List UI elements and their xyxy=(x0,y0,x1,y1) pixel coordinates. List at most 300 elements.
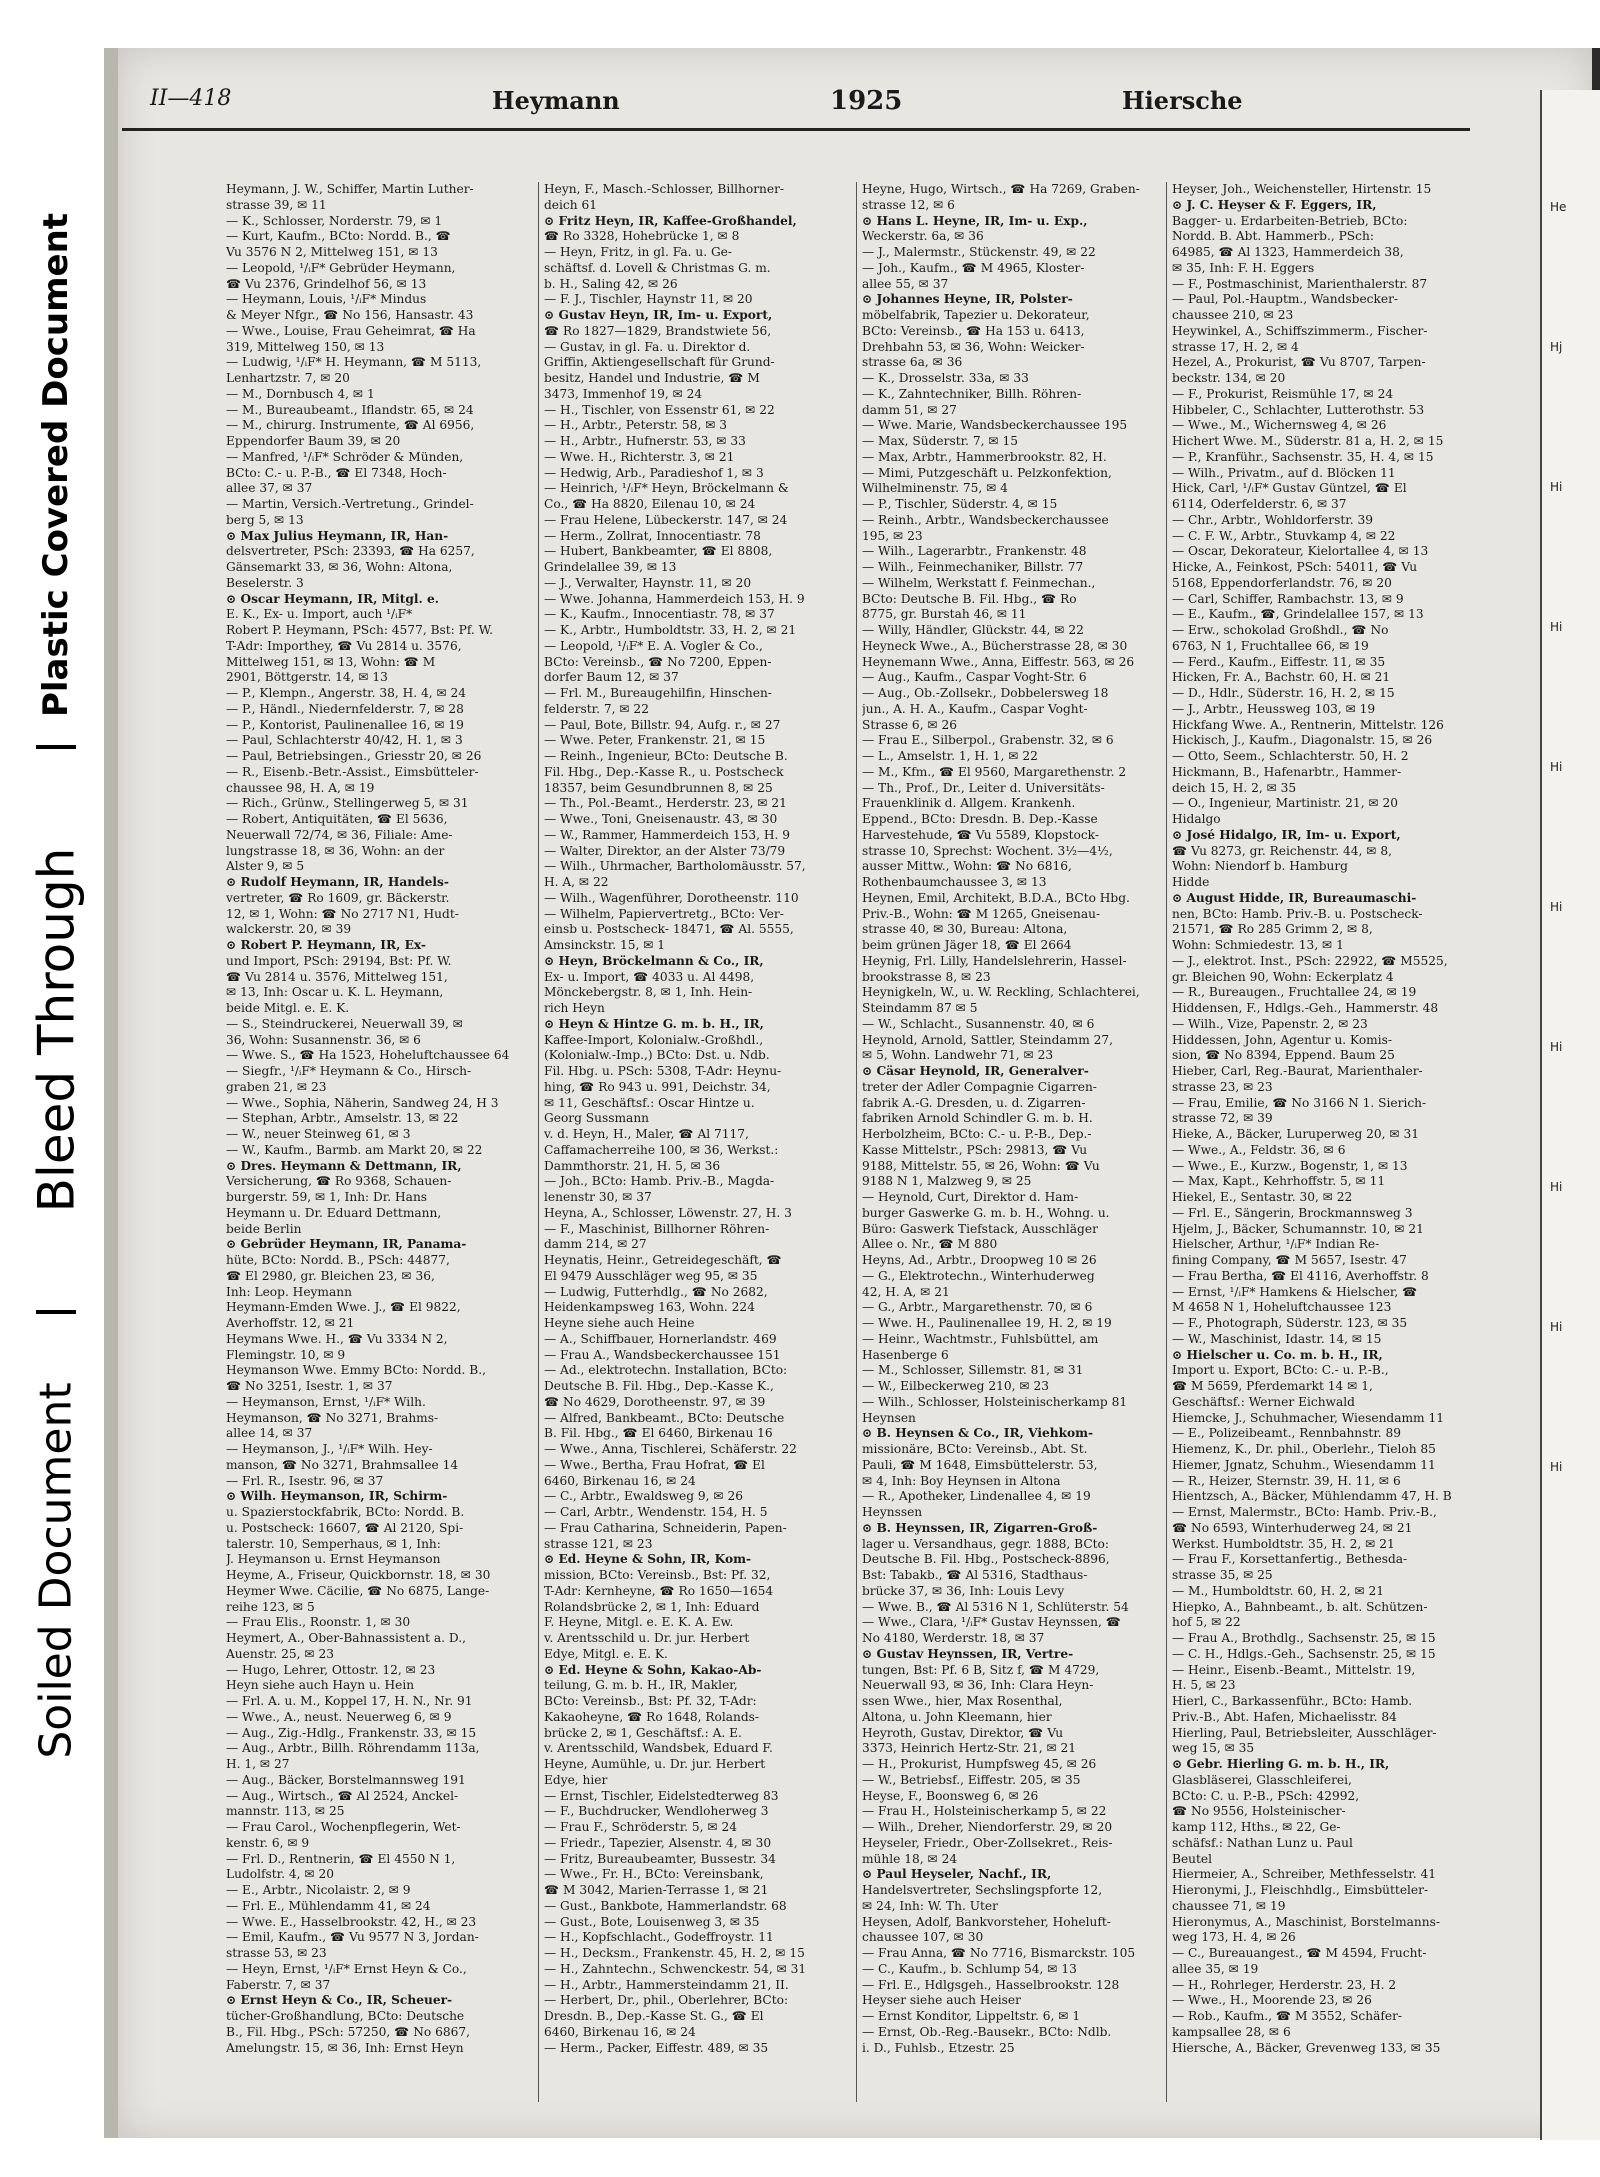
directory-line: — R., Heizer, Sternstr. 39, H. 11, ✉ 6 xyxy=(1172,1473,1401,1488)
directory-line: ⊙ Heyn, Bröckelmann & Co., IR, xyxy=(544,953,764,968)
directory-line: hing, ☎ Ro 943 u. 991, Deichstr. 34, xyxy=(544,1079,771,1094)
directory-line: 9188 N 1, Malzweg 9, ✉ 25 xyxy=(862,1174,1032,1189)
directory-line: Fil. Hbg. u. PSch: 5308, T-Adr: Heynu- xyxy=(544,1064,782,1078)
directory-line: — M., Humboldtstr. 60, H. 2, ✉ 21 xyxy=(1172,1583,1385,1598)
directory-line: — Frl. E., Hdlgsgeh., Hasselbrookstr. 128 xyxy=(862,1977,1120,1992)
directory-line: Kasse Mittelstr., PSch: 29813, ☎ Vu xyxy=(862,1142,1088,1157)
directory-line: — J., Arbtr., Heussweg 103, ✉ 19 xyxy=(1172,701,1376,716)
directory-line: Eppend., BCto: Dresdn. B. Dep.-Kasse xyxy=(862,812,1098,826)
directory-line: i. D., Fuhlsb., Etzestr. 25 xyxy=(862,2040,1015,2055)
directory-line: Hientzsch, A., Bäcker, Mühlendamm 47, H. B xyxy=(1172,1489,1452,1504)
directory-line: Heyseler, Friedr., Ober-Zollsekret., Reis- xyxy=(862,1835,1113,1850)
directory-line: ⊙ J. C. Heyser & F. Eggers, IR, xyxy=(1172,197,1377,212)
directory-line: — Wilh., Dreher, Niendorferstr. 29, ✉ 20 xyxy=(862,1820,1113,1834)
directory-line: gr. Bleichen 90, Wohn: Eckerplatz 4 xyxy=(1172,969,1394,984)
directory-line: — Gustav, in gl. Fa. u. Direktor d. xyxy=(544,339,751,354)
directory-line: ⊙ Ed. Heyne & Sohn, Kakao-Ab- xyxy=(544,1662,762,1677)
directory-line: — Wilh., Wagenführer, Dorotheenstr. 110 xyxy=(544,890,799,905)
directory-line: — Emil, Kaufm., ☎ Vu 9577 N 3, Jordan- xyxy=(226,1930,479,1945)
directory-line: Heysen, Adolf, Bankvorsteher, Hoheluft- xyxy=(862,1914,1111,1929)
directory-line: hüte, BCto: Nordd. B., PSch: 44877, xyxy=(226,1253,450,1267)
directory-line: chaussee 107, ✉ 30 xyxy=(862,1930,984,1945)
directory-line: 9188, Mittelstr. 55, ✉ 26, Wohn: ☎ Vu xyxy=(862,1158,1100,1173)
directory-line: — K., Zahntechniker, Billh. Röhren- xyxy=(862,386,1082,401)
directory-line: felderstr. 7, ✉ 22 xyxy=(544,701,649,716)
directory-line: teilung, G. m. b. H., IR, Makler, xyxy=(544,1678,738,1693)
directory-line: — Rich., Grünw., Stellingerweg 5, ✉ 31 xyxy=(226,796,469,811)
directory-line: ⊙ Paul Heyseler, Nachf., IR, xyxy=(862,1867,1052,1882)
directory-line: — Herbert, Dr., phil., Oberlehrer, BCto: xyxy=(544,1993,789,2008)
directory-line: — L., Amselstr. 1, H. 1, ✉ 22 xyxy=(862,749,1038,763)
directory-line: weg 15, ✉ 35 xyxy=(1172,1741,1255,1756)
directory-line: — Wwe. Peter, Frankenstr. 21, ✉ 15 xyxy=(544,733,766,748)
directory-line: Allee o. Nr., ☎ M 880 xyxy=(862,1237,998,1252)
directory-line: — Wwe. H., Paulinenallee 19, H. 2, ✉ 19 xyxy=(862,1316,1112,1330)
directory-line: besitz, Handel und Industrie, ☎ M xyxy=(544,371,760,385)
label-plastic-covered-document: Plastic Covered Document xyxy=(36,212,77,718)
directory-line: strasse 12, ✉ 6 xyxy=(862,197,955,212)
directory-line: Dresdn. B., Dep.-Kasse St. G., ☎ El xyxy=(544,2009,764,2023)
directory-line: — Wilhelm, Werkstatt f. Feinmechan., xyxy=(862,575,1096,590)
directory-line: J. Heymanson u. Ernst Heymanson xyxy=(226,1552,441,1567)
directory-line: — Manfred, ¹/ᵢF* Schröder & Münden, xyxy=(226,449,464,464)
directory-line: Georg Sussmann xyxy=(544,1111,650,1126)
directory-line: — Hugo, Lehrer, Ottostr. 12, ✉ 23 xyxy=(226,1662,436,1677)
directory-line: Caffamacherreihe 100, ✉ 36, Werkst.: xyxy=(544,1142,779,1157)
directory-line: — Wwe., A., Feldstr. 36, ✉ 6 xyxy=(1172,1142,1346,1157)
directory-line: Dammthorstr. 21, H. 5, ✉ 36 xyxy=(544,1158,721,1173)
margin-fragment: Hi xyxy=(1550,1040,1563,1054)
header-first-name: Heymann xyxy=(492,86,620,115)
directory-line: Hicken, Fr. A., Bachstr. 60, H. ✉ 21 xyxy=(1172,670,1391,685)
directory-line: — Frl. R., Isestr. 96, ✉ 37 xyxy=(226,1473,384,1488)
directory-line: ⊙ Rudolf Heymann, IR, Handels- xyxy=(226,875,449,889)
directory-line: Heymann, J. W., Schiffer, Martin Luther- xyxy=(226,182,474,196)
directory-line: — G., Elektrotechn., Winterhuderweg xyxy=(862,1268,1095,1283)
directory-line: ✉ 4, Inh: Boy Heynsen in Altona xyxy=(862,1473,1061,1488)
directory-line: Heyne, Aumühle, u. Dr. jur. Herbert xyxy=(544,1757,766,1771)
directory-line: Heyme, A., Friseur, Quickbornstr. 18, ✉ 30 xyxy=(226,1568,491,1582)
directory-line: — Wwe., H., Moorende 23, ✉ 26 xyxy=(1172,1993,1372,2008)
directory-line: Kaffee-Import, Kolonialw.-Großhdl., xyxy=(544,1032,764,1047)
directory-line: — W., Rammer, Hammerdeich 153, H. 9 xyxy=(544,827,791,842)
directory-line: ⊙ Ed. Heyne & Sohn, IR, Kom- xyxy=(544,1552,752,1567)
directory-line: — Frl. E., Sängerin, Brockmannsweg 3 xyxy=(1172,1205,1413,1220)
directory-line: Edye, Mitgl. e. E. K. xyxy=(544,1646,668,1661)
directory-line: — Heyn, Ernst, ¹/ᵢF* Ernst Heyn & Co., xyxy=(226,1961,467,1976)
directory-line: — J., Malermstr., Stückenstr. 49, ✉ 22 xyxy=(862,245,1096,259)
directory-line: allee 35, ✉ 19 xyxy=(1172,1961,1259,1976)
directory-line: ☎ No 3251, Isestr. 1, ✉ 37 xyxy=(226,1379,393,1393)
directory-line: — Carl, Schiffer, Rambachstr. 13, ✉ 9 xyxy=(1172,591,1404,606)
directory-line: nen, BCto: Hamb. Priv.-B. u. Postscheck- xyxy=(1172,906,1423,921)
directory-line: — Frl. A. u. M., Koppel 17, H. N., Nr. 91 xyxy=(226,1694,473,1708)
directory-line: lungstrasse 18, ✉ 36, Wohn: an der xyxy=(226,843,445,858)
directory-line: Hibbeler, C., Schlachter, Lutterothstr. 53 xyxy=(1172,402,1425,417)
directory-line: — Th., Prof., Dr., Leiter d. Universitäts- xyxy=(862,780,1105,795)
directory-line: — Frau E., Silberpol., Grabenstr. 32, ✉ 6 xyxy=(862,733,1114,748)
page-header xyxy=(122,82,1470,131)
directory-line: ⊙ August Hidde, IR, Bureaumaschi- xyxy=(1172,890,1417,905)
directory-line: Priv.-B., Abt. Hafen, Michaelisstr. 84 xyxy=(1172,1709,1397,1724)
directory-line: Hiemer, Jgnatz, Schuhm., Wiesendamm 11 xyxy=(1172,1457,1436,1472)
directory-line: — Heyn, Fritz, in gl. Fa. u. Ge- xyxy=(544,245,733,259)
directory-line: mission, BCto: Vereinsb., Bst: Pf. 32, xyxy=(544,1568,771,1582)
directory-line: — H., Arbtr., Hammersteindamm 21, II. xyxy=(544,1977,789,1992)
directory-line: ✉ 24, Inh: W. Th. Uter xyxy=(862,1898,998,1913)
directory-line: Hieronymus, A., Maschinist, Borstelmanns- xyxy=(1172,1914,1440,1929)
directory-line: ☎ No 4629, Dorotheenstr. 97, ✉ 39 xyxy=(544,1394,766,1409)
directory-line: Werkst. Humboldtstr. 35, H. 2, ✉ 21 xyxy=(1172,1536,1395,1551)
directory-line: — Wwe., Louise, Frau Geheimrat, ☎ Ha xyxy=(226,323,476,338)
directory-line: Drehbahn 53, ✉ 36, Wohn: Weicker- xyxy=(862,339,1085,354)
directory-line: lenenstr 30, ✉ 37 xyxy=(544,1190,652,1204)
directory-line: — Heymanson, J., ¹/ᵢF* Wilh. Hey- xyxy=(226,1442,433,1456)
directory-line: — Wwe. B., ☎ Al 5316 N 1, Schlüterstr. 54 xyxy=(862,1599,1129,1614)
directory-line: — Ernst, Malermstr., BCto: Hamb. Priv.-B., xyxy=(1172,1505,1437,1519)
directory-line: — Kurt, Kaufm., BCto: Nordd. B., ☎ xyxy=(226,229,451,244)
directory-line: — P., Klempn., Angerstr. 38, H. 4, ✉ 24 xyxy=(226,686,467,700)
directory-line: 6114, Oderfelderstr. 6, ✉ 37 xyxy=(1172,497,1347,511)
directory-line: Edye, hier xyxy=(544,1772,608,1787)
directory-line: mühle 18, ✉ 24 xyxy=(862,1851,958,1866)
directory-line: graben 21, ✉ 23 xyxy=(226,1079,327,1094)
directory-line: Hichert Wwe. M., Süderstr. 81 a, H. 2, ✉ 15 xyxy=(1172,434,1444,448)
margin-fragment: Hi xyxy=(1550,760,1563,774)
directory-line: — Ernst, ¹/ᵢF* Hamkens & Hielscher, ☎ xyxy=(1172,1284,1418,1299)
directory-line: — F., Postmaschinist, Marienthalerstr. 87 xyxy=(1172,276,1428,291)
directory-line: Alster 9, ✉ 5 xyxy=(226,859,305,874)
directory-line: — Joh., Kaufm., ☎ M 4965, Kloster- xyxy=(862,260,1085,275)
directory-line: — Alfred, Bankbeamt., BCto: Deutsche xyxy=(544,1410,785,1425)
directory-line: — Max, Süderstr. 7, ✉ 15 xyxy=(862,434,1018,448)
directory-line: — Frau Carol., Wochenpflegerin, Wet- xyxy=(226,1820,461,1834)
directory-line: 21571, ☎ Ro 285 Grimm 2, ✉ 8, xyxy=(1172,922,1373,937)
directory-line: — Paul, Schlachterstr 40/42, H. 1, ✉ 3 xyxy=(226,733,463,748)
directory-line: — Ad., elektrotechn. Installation, BCto: xyxy=(544,1363,788,1378)
directory-line: — Reinh., Arbtr., Wandsbeckerchaussee xyxy=(862,512,1109,527)
directory-line: — H., Kopfschlacht., Godeffroystr. 11 xyxy=(544,1930,774,1945)
directory-line: Heyroth, Gustav, Direktor, ☎ Vu xyxy=(862,1725,1064,1740)
directory-line: jun., A. H. A., Kaufm., Caspar Voght- xyxy=(862,701,1088,716)
directory-line: einsb u. Postscheck- 18471, ☎ Al. 5555, xyxy=(544,922,794,937)
directory-line: — Mimi, Putzgeschäft u. Pelzkonfektion, xyxy=(862,465,1112,480)
label-separator xyxy=(36,1310,76,1314)
directory-line: Rothenbaumchaussee 3, ✉ 13 xyxy=(862,875,1047,889)
directory-line: ☎ Vu 8273, gr. Reichenstr. 44, ✉ 8, xyxy=(1172,843,1392,858)
directory-line: — G., Arbtr., Margarethenstr. 70, ✉ 6 xyxy=(862,1300,1093,1315)
directory-line: F. Heyne, Mitgl. e. E. K. A. Ew. xyxy=(544,1615,734,1630)
directory-line: — Frl. D., Rentnerin, ☎ El 4550 N 1, xyxy=(226,1851,456,1866)
directory-line: — H., Prokurist, Humpfsweg 45, ✉ 26 xyxy=(862,1757,1097,1771)
directory-line: — M., chirurg. Instrumente, ☎ Al 6956, xyxy=(226,418,475,433)
directory-line: möbelfabrik, Tapezier u. Dekorateur, xyxy=(862,308,1090,322)
directory-line: — Aug., Kaufm., Caspar Voght-Str. 6 xyxy=(862,670,1087,685)
directory-line: strasse 40, ✉ 30, Bureau: Altona, xyxy=(862,922,1068,937)
directory-line: fabrik A.-G. Dresden, u. d. Zigarren- xyxy=(862,1095,1086,1110)
directory-line: Harvestehude, ☎ Vu 5589, Klopstock- xyxy=(862,827,1099,842)
margin-fragment: Hi xyxy=(1550,1180,1563,1194)
directory-line: b. H., Saling 42, ✉ 26 xyxy=(544,276,678,291)
directory-line: Heymans Wwe. H., ☎ Vu 3334 N 2, xyxy=(226,1331,448,1346)
directory-line: Hiemenz, K., Dr. phil., Oberlehr., Tieloh 85 xyxy=(1172,1442,1436,1456)
directory-line: — Hubert, Bankbeamter, ☎ El 8808, xyxy=(544,544,773,559)
directory-line: Heynsen xyxy=(862,1410,916,1425)
directory-line: Ex- u. Import, ☎ 4033 u. Al 4498, xyxy=(544,969,755,984)
directory-line: Heymer Wwe. Cäcilie, ☎ No 6875, Lange- xyxy=(226,1583,490,1598)
directory-line: — W., Betriebsf., Eiffestr. 205, ✉ 35 xyxy=(862,1772,1081,1787)
directory-line: treter der Adler Compagnie Cigarren- xyxy=(862,1079,1097,1094)
directory-line: — Oscar, Dekorateur, Kielortallee 4, ✉ 13 xyxy=(1172,544,1429,559)
directory-line: ⊙ B. Heynssen, IR, Zigarren-Groß- xyxy=(862,1520,1098,1535)
directory-line: 18357, beim Gesundbrunnen 8, ✉ 25 xyxy=(544,780,773,795)
directory-line: — R., Bureaugen., Fruchtallee 24, ✉ 19 xyxy=(1172,985,1417,1000)
header-year: 1925 xyxy=(830,86,903,116)
directory-line: 12, ✉ 1, Wohn: ☎ No 2717 N1, Hudt- xyxy=(226,906,459,921)
directory-line: — M., Schlosser, Sillemstr. 81, ✉ 31 xyxy=(862,1363,1084,1378)
directory-line: und Import, PSch: 29194, Bst: Pf. W. xyxy=(226,953,452,968)
directory-line: — K., Arbtr., Humboldtstr. 33, H. 2, ✉ 21 xyxy=(544,623,797,637)
directory-line: ✉ 35, Inh: F. H. Eggers xyxy=(1172,260,1315,275)
directory-line: Heynold, Arnold, Sattler, Steindamm 27, xyxy=(862,1032,1114,1047)
directory-line: El 9479 Ausschläger weg 95, ✉ 35 xyxy=(544,1268,758,1283)
directory-line: H. 5, ✉ 23 xyxy=(1172,1678,1236,1693)
directory-line: ⊙ Fritz Heyn, IR, Kaffee-Großhandel, xyxy=(544,213,797,228)
directory-line: B. Fil. Hbg., ☎ El 6460, Birkenau 16 xyxy=(544,1426,773,1441)
directory-line: damm 51, ✉ 27 xyxy=(862,402,957,417)
directory-line: — Carl, Arbtr., Wendenstr. 154, H. 5 xyxy=(544,1505,768,1519)
directory-line: ⊙ Ernst Heyn & Co., IR, Scheuer- xyxy=(226,1993,453,2008)
directory-line: — Heynold, Curt, Direktor d. Ham- xyxy=(862,1190,1079,1204)
directory-line: B., Fil. Hbg., PSch: 57250, ☎ No 6867, xyxy=(226,2024,470,2039)
directory-columns xyxy=(226,182,1498,2142)
directory-line: Heyse, F., Boonsweg 6, ✉ 26 xyxy=(862,1788,1039,1803)
directory-line: Hieke, A., Bäcker, Luruperweg 20, ✉ 31 xyxy=(1172,1127,1420,1141)
directory-line: — Wilh., Schlosser, Holsteinischerkamp 81 xyxy=(862,1394,1128,1409)
margin-fragment: Hi xyxy=(1550,1460,1563,1474)
directory-line: — R., Eisenb.-Betr.-Assist., Eimsbütteler- xyxy=(226,764,479,779)
directory-line: ⊙ Robert P. Heymann, IR, Ex- xyxy=(226,938,426,952)
directory-line: Hiddensen, F., Hdlgs.-Geh., Hammerstr. 48 xyxy=(1172,1001,1439,1015)
directory-line: ⊙ Cäsar Heynold, IR, Generalver- xyxy=(862,1064,1089,1078)
directory-line: — C. F. W., Arbtr., Stuvkamp 4, ✉ 22 xyxy=(1172,528,1396,543)
directory-line: BCto: C.- u. P.-B., ☎ El 7348, Hoch- xyxy=(226,465,447,480)
directory-line: — F. J., Tischler, Haynstr 11, ✉ 20 xyxy=(544,292,753,307)
directory-line: berg 5, ✉ 13 xyxy=(226,512,304,527)
directory-line: Heyneck Wwe., A., Bücherstrasse 28, ✉ 30 xyxy=(862,638,1128,653)
directory-line: Heyne, Hugo, Wirtsch., ☎ Ha 7269, Graben- xyxy=(862,182,1140,196)
directory-line: — Frau Helene, Lübeckerstr. 147, ✉ 24 xyxy=(544,512,788,527)
directory-line: — Ernst, Tischler, Eidelstedterweg 83 xyxy=(544,1788,779,1803)
directory-line: — Wwe., A., neust. Neuerweg 6, ✉ 9 xyxy=(226,1709,452,1724)
directory-line: Hiermeier, A., Schreiber, Methfesselstr. 41 xyxy=(1172,1867,1436,1882)
directory-line: — Frau A., Brothdlg., Sachsenstr. 25, ✉ 15 xyxy=(1172,1631,1436,1645)
directory-line: — C., Bureauangest., ☎ M 4594, Frucht- xyxy=(1172,1946,1427,1960)
directory-line: — Leopold, ¹/ᵢF* E. A. Vogler & Co., xyxy=(544,638,763,653)
directory-line: 2901, Böttgerstr. 14, ✉ 13 xyxy=(226,670,388,685)
directory-line: — Wilh., Privatm., auf d. Blöcken 11 xyxy=(1172,465,1396,480)
directory-line: Hickisch, J., Kaufm., Diagonalstr. 15, ✉ 26 xyxy=(1172,733,1433,748)
directory-line: — Wilh., Vize, Papenstr. 2, ✉ 23 xyxy=(1172,1016,1368,1031)
column-4 xyxy=(1172,182,1472,2142)
directory-line: — H., Tischler, von Essenstr 61, ✉ 22 xyxy=(544,402,775,417)
directory-line: — Aug., Zig.-Hdlg., Frankenstr. 33, ✉ 15 xyxy=(226,1725,477,1740)
directory-line: T-Adr: Importhey, ☎ Vu 2814 u. 3576, xyxy=(226,638,462,653)
directory-line: — C., Arbtr., Ewaldsweg 9, ✉ 26 xyxy=(544,1489,743,1504)
directory-line: Heyser, Joh., Weichensteller, Hirtenstr. 15 xyxy=(1172,182,1432,196)
directory-line: Eppendorfer Baum 39, ✉ 20 xyxy=(226,434,401,448)
directory-line: BCto: Vereinsb., ☎ Ha 153 u. 6413, xyxy=(862,323,1085,338)
directory-line: Averhoffstr. 12, ✉ 21 xyxy=(226,1316,355,1330)
directory-line: chaussee 71, ✉ 19 xyxy=(1172,1898,1286,1913)
directory-line: — Frau F., Korsettanfertig., Bethesda- xyxy=(1172,1552,1408,1567)
directory-line: — Heymanson, Ernst, ¹/ᵢF* Wilh. xyxy=(226,1394,426,1409)
directory-line: — C., Kaufm., b. Schlump 54, ✉ 13 xyxy=(862,1961,1077,1976)
directory-line: ☎ Ro 3328, Hohebrücke 1, ✉ 8 xyxy=(544,229,740,244)
directory-line: Heymanson, ☎ No 3271, Brahms- xyxy=(226,1410,439,1425)
directory-line: 6460, Birkenau 16, ✉ 24 xyxy=(544,2024,696,2039)
directory-line: lager u. Versandhaus, gegr. 1888, BCto: xyxy=(862,1536,1109,1551)
directory-line: — Stephan, Arbtr., Amselstr. 13, ✉ 22 xyxy=(226,1111,459,1126)
directory-line: Mönckebergstr. 8, ✉ 1, Inh. Hein- xyxy=(544,985,753,1000)
directory-line: — Wwe. Marie, Wandsbeckerchaussee 195 xyxy=(862,418,1128,433)
directory-line: — Willy, Händler, Glückstr. 44, ✉ 22 xyxy=(862,623,1084,637)
directory-line: Geschäftsf.: Werner Eichwald xyxy=(1172,1394,1355,1409)
directory-line: — Reinh., Ingenieur, BCto: Deutsche B. xyxy=(544,749,788,763)
directory-line: Beutel xyxy=(1172,1851,1213,1866)
directory-line: Deutsche B. Fil. Hbg., Postscheck-8896, xyxy=(862,1552,1110,1567)
directory-line: — E., Kaufm., ☎, Grindelallee 157, ✉ 13 xyxy=(1172,607,1424,622)
directory-line: Lenhartzstr. 7, ✉ 20 xyxy=(226,371,350,385)
directory-line: Hicke, A., Feinkost, PSch: 54011, ☎ Vu xyxy=(1172,560,1418,574)
directory-line: ⊙ Gustav Heynssen, IR, Vertre- xyxy=(862,1646,1074,1661)
directory-line: ⊙ Dres. Heymann & Dettmann, IR, xyxy=(226,1158,462,1173)
directory-line: — Wilh., Lagerarbtr., Frankenstr. 48 xyxy=(862,544,1087,559)
directory-line: BCto: Vereinsb., ☎ No 7200, Eppen- xyxy=(544,654,772,669)
directory-line: u. Spazierstockfabrik, BCto: Nordd. B. xyxy=(226,1505,465,1519)
directory-line: 6460, Birkenau 16, ✉ 24 xyxy=(544,1473,696,1488)
directory-line: — Wwe. Johanna, Hammerdeich 153, H. 9 xyxy=(544,591,805,606)
directory-line: — W., neuer Steinweg 61, ✉ 3 xyxy=(226,1127,411,1141)
directory-line: — H., Rohrleger, Herderstr. 23, H. 2 xyxy=(1172,1977,1397,1992)
directory-line: Mittelweg 151, ✉ 13, Wohn: ☎ M xyxy=(226,654,436,669)
directory-line: — Gust., Bankbote, Hammerlandstr. 68 xyxy=(544,1898,787,1913)
directory-line: — Fritz, Bureaubeamter, Bussestr. 34 xyxy=(544,1851,776,1866)
directory-line: 3473, Immenhof 19, ✉ 24 xyxy=(544,386,703,401)
directory-line: beide Mitgl. e. E. K. xyxy=(226,1001,350,1015)
label-bleed-through: Bleed Through xyxy=(27,847,85,1213)
margin-fragment: Hi xyxy=(1550,620,1563,634)
directory-line: deich 15, H. 2, ✉ 35 xyxy=(1172,780,1297,795)
directory-line: Ludolfstr. 4, ✉ 20 xyxy=(226,1867,334,1882)
directory-line: Pauli, ☎ M 1648, Eimsbüttelerstr. 53, xyxy=(862,1457,1098,1472)
directory-line: talerstr. 10, Semperhaus, ✉ 1, Inh: xyxy=(226,1536,441,1551)
directory-line: — H., Arbtr., Hufnerstr. 53, ✉ 33 xyxy=(544,434,746,448)
directory-line: delsvertreter, PSch: 23393, ☎ Ha 6257, xyxy=(226,544,475,559)
directory-line: — Wwe., Bertha, Frau Hofrat, ☎ El xyxy=(544,1457,765,1472)
directory-line: — Ferd., Kaufm., Eiffestr. 11, ✉ 35 xyxy=(1172,654,1386,669)
directory-line: — Erw., schokolad Großhdl., ☎ No xyxy=(1172,623,1389,637)
directory-line: Inh: Leop. Heymann xyxy=(226,1284,352,1299)
directory-line: 319, Mittelweg 150, ✉ 13 xyxy=(226,339,385,354)
directory-line: — O., Ingenieur, Martinistr. 21, ✉ 20 xyxy=(1172,796,1399,811)
directory-line: H. A, ✉ 22 xyxy=(544,875,609,889)
directory-line: — K., Drosselstr. 33a, ✉ 33 xyxy=(862,371,1029,385)
directory-line: — Otto, Seem., Schlachterstr. 50, H. 2 xyxy=(1172,749,1409,763)
directory-line: — Heymann, Louis, ¹/ᵢF* Mindus xyxy=(226,292,427,307)
column-2 xyxy=(544,182,844,2142)
directory-line: brücke 37, ✉ 36, Inh: Louis Levy xyxy=(862,1583,1065,1598)
directory-line: Heymert, A., Ober-Bahnassistent a. D., xyxy=(226,1631,467,1645)
directory-line: — Wwe. S., ☎ Ha 1523, Hoheluftchaussee 64 xyxy=(226,1048,510,1063)
directory-line: — F., Photograph, Süderstr. 123, ✉ 35 xyxy=(1172,1316,1408,1330)
directory-line: Hierling, Paul, Betriebsleiter, Ausschläger- xyxy=(1172,1725,1437,1740)
directory-line: — Robert, Antiquitäten, ☎ El 5636, xyxy=(226,812,448,826)
directory-line: BCto: Vereinsb., Bst: Pf. 32, T-Adr: xyxy=(544,1694,757,1708)
directory-line: — K., Kaufm., Innocentiastr. 78, ✉ 37 xyxy=(544,607,775,622)
directory-line: strasse 53, ✉ 23 xyxy=(226,1946,327,1960)
directory-line: Hieber, Carl, Reg.-Baurat, Marienthaler- xyxy=(1172,1064,1423,1078)
directory-line: BCto: C. u. P.-B., PSch: 42992, xyxy=(1172,1788,1360,1803)
directory-line: — Max, Arbtr., Hammerbrookstr. 82, H. xyxy=(862,449,1107,464)
directory-line: strasse 17, H. 2, ✉ 4 xyxy=(1172,339,1299,354)
directory-line: schäftsf. d. Lovell & Christmas G. m. xyxy=(544,260,771,275)
directory-line: — Ludwig, ¹/ᵢF* H. Heymann, ☎ M 5113, xyxy=(226,355,482,370)
directory-line: — H., Arbtr., Peterstr. 58, ✉ 3 xyxy=(544,418,728,433)
directory-line: ⊙ Hans L. Heyne, IR, Im- u. Exp., xyxy=(862,213,1088,228)
directory-line: — W., Eilbeckerweg 210, ✉ 23 xyxy=(862,1379,1049,1393)
directory-line: — Aug., Arbtr., Billh. Röhrendamm 113a, xyxy=(226,1741,480,1756)
directory-line: Hasenberge 6 xyxy=(862,1347,949,1362)
directory-line: Versicherung, ☎ Ro 9368, Schauen- xyxy=(226,1174,452,1189)
column-3 xyxy=(862,182,1162,2142)
directory-line: — K., Schlosser, Norderstr. 79, ✉ 1 xyxy=(226,213,443,228)
label-separator xyxy=(36,745,76,749)
directory-line: Heidenkampsweg 163, Wohn. 224 xyxy=(544,1300,755,1315)
directory-line: — Herm., Packer, Eiffestr. 489, ✉ 35 xyxy=(544,2040,769,2055)
directory-line: brücke 2, ✉ 1, Geschäftsf.: A. E. xyxy=(544,1725,742,1740)
directory-line: Hick, Carl, ¹/ᵢF* Gustav Güntzel, ☎ El xyxy=(1172,481,1407,496)
directory-line: Heynatis, Heinr., Getreidegeschäft, ☎ xyxy=(544,1253,782,1267)
directory-line: Hiepko, A., Bahnbeamt., b. alt. Schützen- xyxy=(1172,1599,1428,1614)
directory-line: strasse 6a, ✉ 36 xyxy=(862,355,963,370)
directory-line: — Paul, Betriebsingen., Griesstr 20, ✉ 26 xyxy=(226,749,482,763)
directory-line: fabriken Arnold Schindler G. m. b. H. xyxy=(862,1111,1093,1126)
directory-line: ⊙ Gebr. Hierling G. m. b. H., IR, xyxy=(1172,1757,1390,1771)
directory-line: — Wilhelm, Papiervertretg., BCto: Ver- xyxy=(544,906,784,921)
directory-line: — J., Verwalter, Haynstr. 11, ✉ 20 xyxy=(544,575,752,590)
directory-line: rich Heyn xyxy=(544,1001,605,1015)
directory-line: — Frl. E., Mühlendamm 41, ✉ 24 xyxy=(226,1898,431,1913)
directory-line: — P., Händl., Niedernfelderstr. 7, ✉ 28 xyxy=(226,701,464,716)
directory-line: Heyne siehe auch Heine xyxy=(544,1316,695,1330)
directory-line: sion, ☎ No 8394, Eppend. Baum 25 xyxy=(1172,1048,1395,1063)
directory-line: T-Adr: Kernheyne, ☎ Ro 1650—1654 xyxy=(544,1583,774,1598)
directory-line: Heynig, Frl. Lilly, Handelslehrerin, Hassel- xyxy=(862,953,1127,968)
directory-line: M 4658 N 1, Hoheluftchaussee 123 xyxy=(1172,1300,1392,1315)
directory-line: Faberstr. 7, ✉ 37 xyxy=(226,1977,331,1992)
directory-line: ⊙ Johannes Heyne, IR, Polster- xyxy=(862,292,1073,307)
directory-line: & Meyer Nfgr., ☎ No 156, Hansastr. 43 xyxy=(226,308,474,322)
directory-line: — W., Kaufm., Barmb. am Markt 20, ✉ 22 xyxy=(226,1142,483,1157)
directory-line: — Herm., Zollrat, Innocentiastr. 78 xyxy=(544,528,761,543)
directory-line: Hierl, C., Barkassenführ., BCto: Hamb. xyxy=(1172,1694,1413,1708)
directory-line: — Frau Catharina, Schneiderin, Papen- xyxy=(544,1520,787,1535)
directory-line: — Wwe., Clara, ¹/ᵢF* Gustav Heynssen, ☎ xyxy=(862,1615,1121,1630)
directory-line: — Heinr., Wachtmstr., Fuhlsbüttel, am xyxy=(862,1331,1099,1346)
directory-line: — J., elektrot. Inst., PSch: 22922, ☎ M5525, xyxy=(1172,953,1448,968)
directory-line: — Hedwig, Arb., Paradieshof 1, ✉ 3 xyxy=(544,465,764,480)
